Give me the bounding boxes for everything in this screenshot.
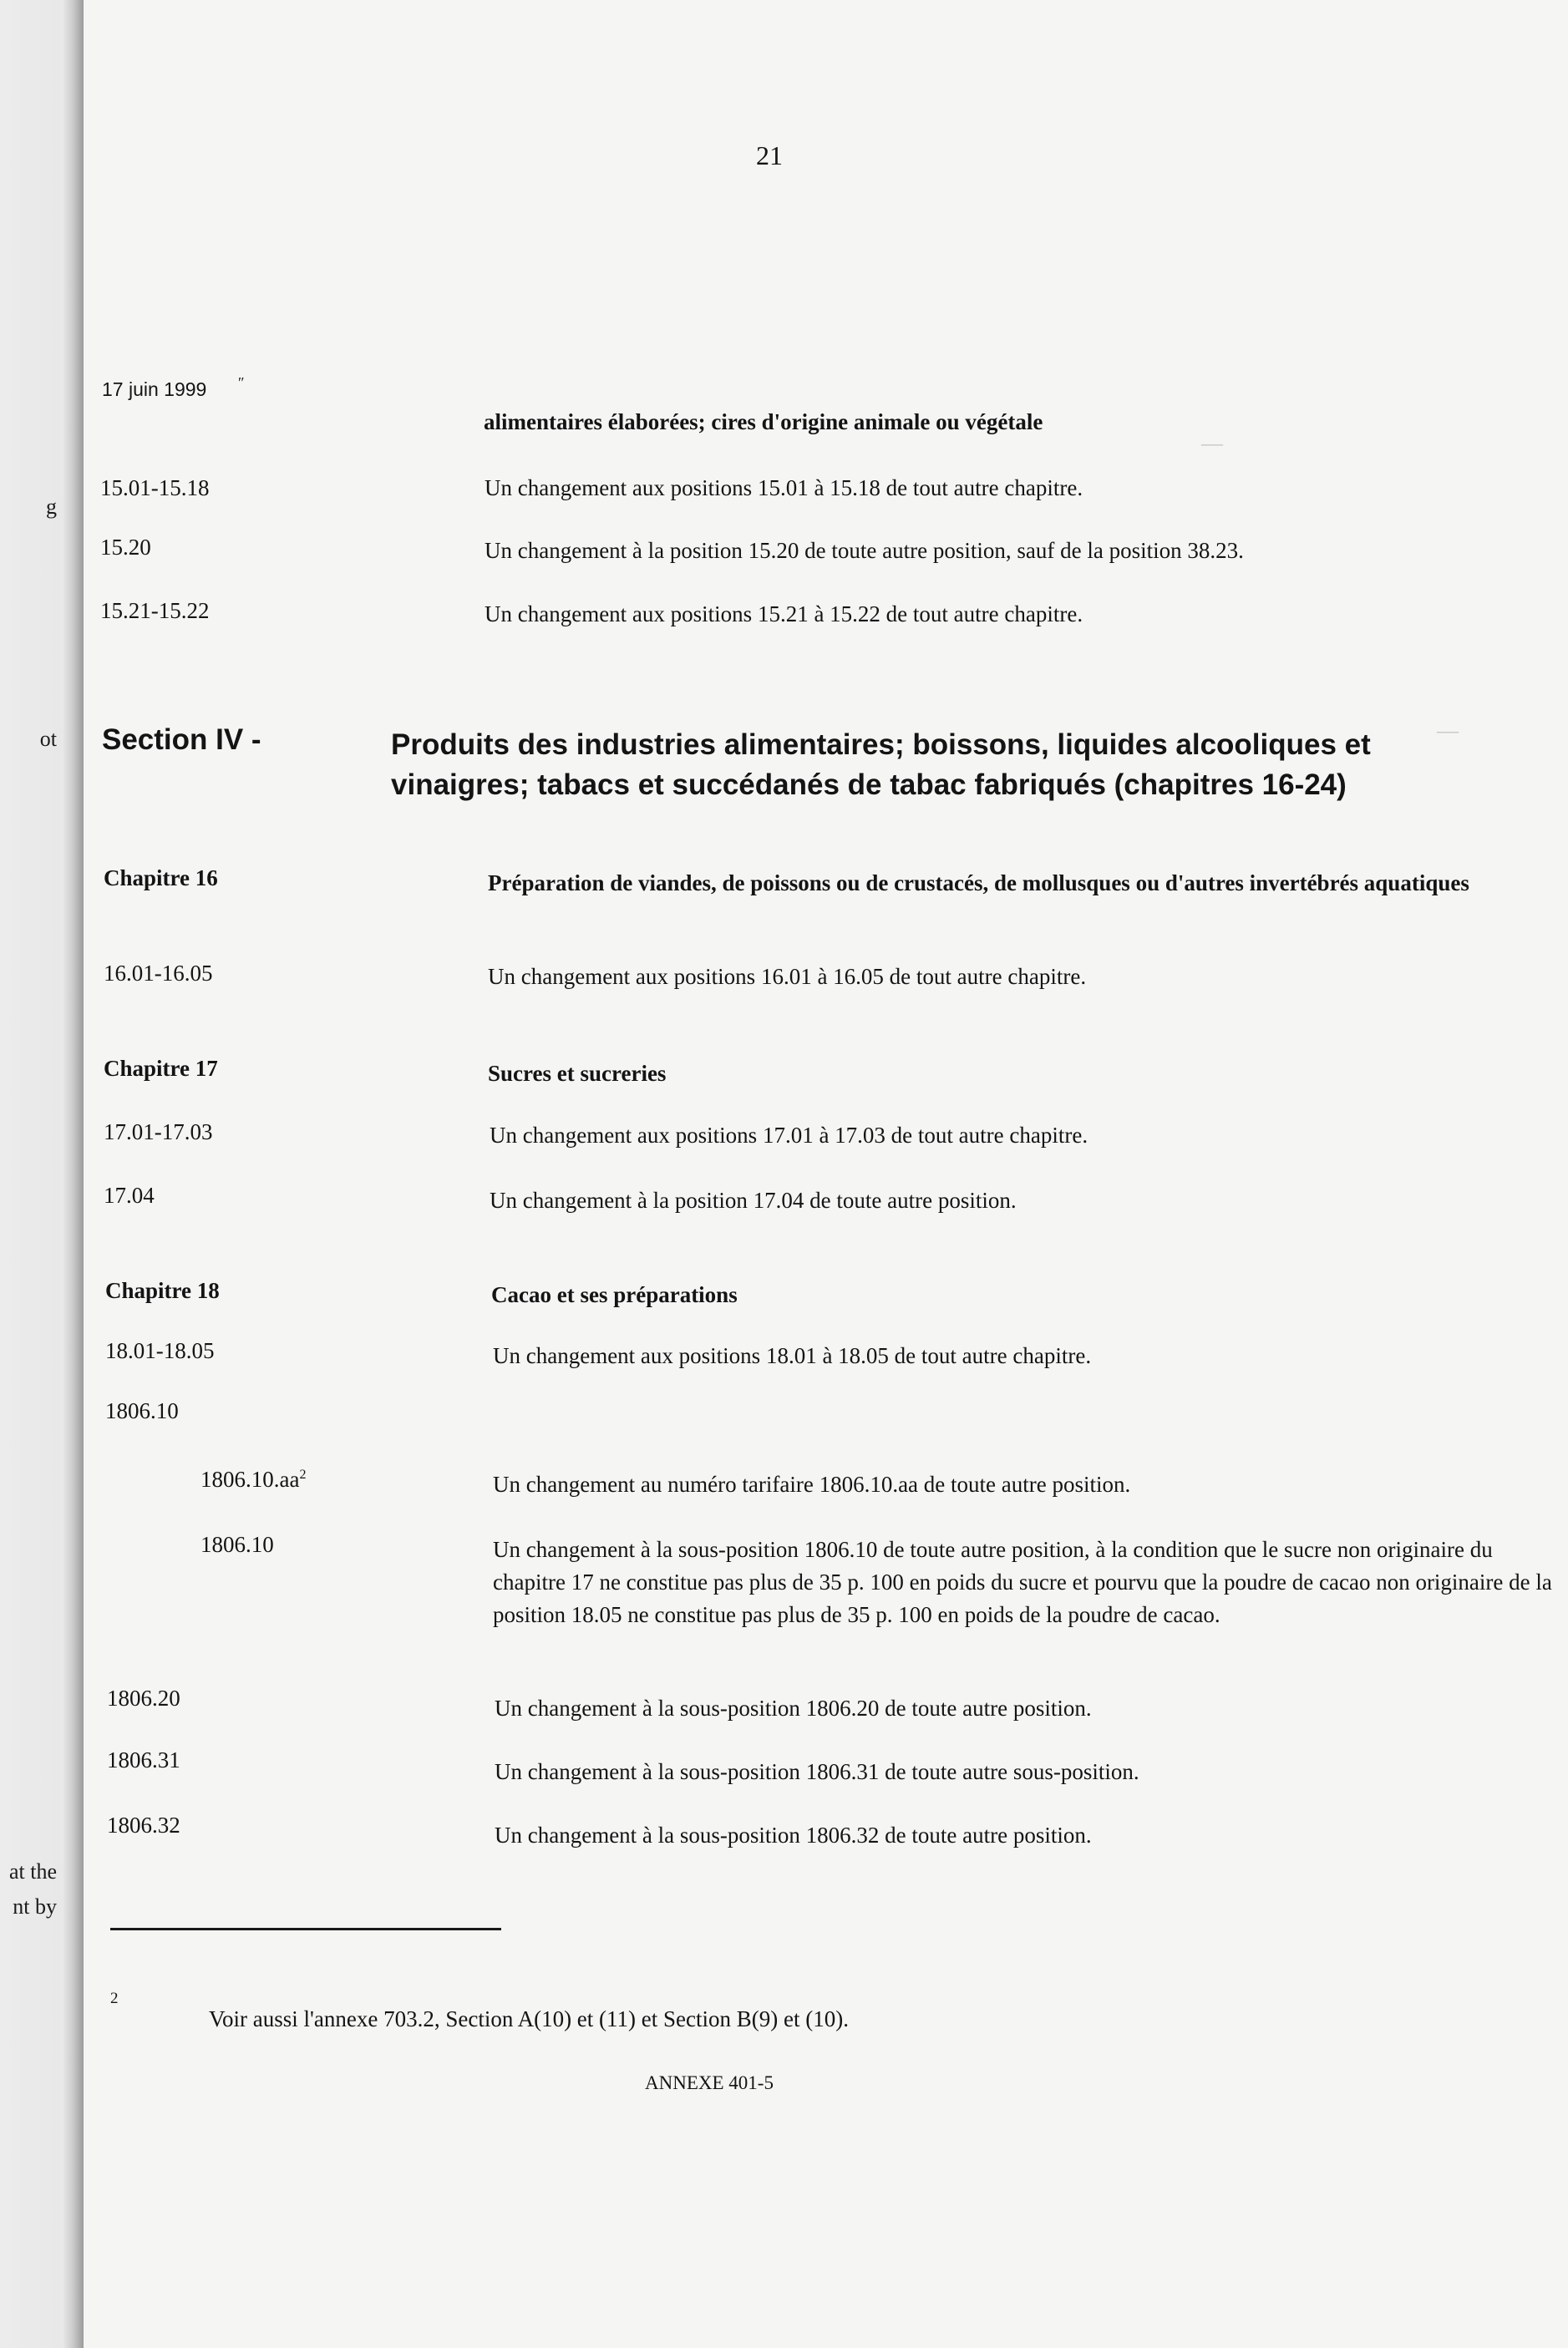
rule-text: Un changement à la position 15.20 de toute autre position, sauf de la position 38.23. bbox=[485, 538, 1244, 563]
previous-page-fragment: g bbox=[46, 494, 57, 519]
rule-text: Un changement au numéro tarifaire 1806.10.aa de toute autre position. bbox=[493, 1472, 1131, 1497]
chapter-label: Chapitre 18 bbox=[105, 1278, 220, 1303]
chapter-title: Cacao et ses préparations bbox=[491, 1282, 738, 1307]
rule-text: Un changement aux positions 15.21 à 15.22 de tout autre chapitre. bbox=[485, 601, 1083, 626]
document-page bbox=[84, 0, 1568, 2348]
tariff-code: 15.01-15.18 bbox=[100, 475, 210, 500]
rule-text: Un changement à la sous-position 1806.10 de toute autre position, à la condition que le sucre non originaire du chapitre 17 ne constitue pas plus de 35 p. 100 en poids du sucre et pourvu que la poudre de cacao non originaire de la position 18.05 ne constitue pas plus de 35 p. 100 en poids de la poudre de cacao. bbox=[493, 1537, 1552, 1627]
tariff-code: 17.04 bbox=[104, 1183, 155, 1208]
rule-text: Un changement aux positions 17.01 à 17.03 de tout autre chapitre. bbox=[490, 1123, 1088, 1148]
tariff-code: 1806.10 bbox=[105, 1398, 179, 1423]
rule-text: Un changement aux positions 16.01 à 16.05 de tout autre chapitre. bbox=[488, 964, 1087, 989]
tariff-code: 1806.31 bbox=[107, 1747, 180, 1772]
tariff-code-text: 1806.10.aa bbox=[200, 1467, 300, 1492]
footnote-divider bbox=[110, 1928, 501, 1930]
tariff-code: 15.20 bbox=[100, 535, 151, 560]
tariff-code bbox=[200, 1467, 306, 1493]
tariff-code: 18.01-18.05 bbox=[105, 1338, 215, 1363]
tariff-code: 1806.20 bbox=[107, 1686, 180, 1711]
document-date: 17 juin 1999 bbox=[102, 378, 207, 400]
tariff-code: 1806.32 bbox=[107, 1813, 180, 1838]
continued-heading: alimentaires élaborées; cires d'origine animale ou végétale bbox=[484, 409, 1043, 434]
tariff-code: 16.01-16.05 bbox=[104, 961, 213, 986]
chapter-title: Préparation de viandes, de poissons ou de crustacés, de mollusques ou d'autres invertébrés aquatiques bbox=[488, 870, 1469, 895]
rule-text: Un changement à la sous-position 1806.20 de toute autre position. bbox=[495, 1696, 1092, 1721]
rule-text: Un changement à la position 17.04 de toute autre position. bbox=[490, 1188, 1017, 1213]
previous-page-fragment: ot bbox=[39, 727, 57, 751]
annex-label: ANNEXE 401-5 bbox=[645, 2072, 774, 2093]
rule-text: Un changement à la sous-position 1806.31 de toute autre sous-position. bbox=[495, 1759, 1139, 1784]
page-number: 21 bbox=[756, 140, 783, 170]
footnote-reference: 2 bbox=[299, 1468, 307, 1482]
tariff-code: 15.21-15.22 bbox=[100, 598, 210, 623]
rule-text: Un changement à la sous-position 1806.32 de toute autre position. bbox=[495, 1823, 1092, 1848]
previous-page-fragment: at the bbox=[8, 1859, 57, 1884]
tariff-code: 17.01-17.03 bbox=[104, 1119, 213, 1144]
chapter-label: Chapitre 17 bbox=[104, 1056, 218, 1081]
chapter-title: Sucres et sucreries bbox=[488, 1061, 667, 1086]
handwritten-mark: ″ bbox=[238, 374, 245, 391]
chapter-label: Chapitre 16 bbox=[104, 865, 218, 890]
previous-page-edge bbox=[0, 0, 75, 2348]
rule-text: Un changement aux positions 18.01 à 18.05 de tout autre chapitre. bbox=[493, 1343, 1092, 1368]
section-label: Section IV - bbox=[102, 723, 261, 756]
section-title: Produits des industries alimentaires; boissons, liquides alcooliques et vinaigres; tabacs et succédanés de tabac fabriqués (chapitres 16-24) bbox=[391, 728, 1371, 801]
footnote-marker: 2 bbox=[110, 1990, 119, 2007]
bleed-through-text: — bbox=[1437, 718, 1459, 743]
previous-page-fragment: nt by bbox=[13, 1894, 57, 1919]
rule-text: Un changement aux positions 15.01 à 15.18 de tout autre chapitre. bbox=[485, 475, 1083, 500]
bleed-through-text: — bbox=[1201, 431, 1223, 455]
tariff-code: 1806.10 bbox=[200, 1532, 274, 1557]
footnote-text: Voir aussi l'annexe 703.2, Section A(10) et (11) et Section B(9) et (10). bbox=[209, 2006, 849, 2031]
